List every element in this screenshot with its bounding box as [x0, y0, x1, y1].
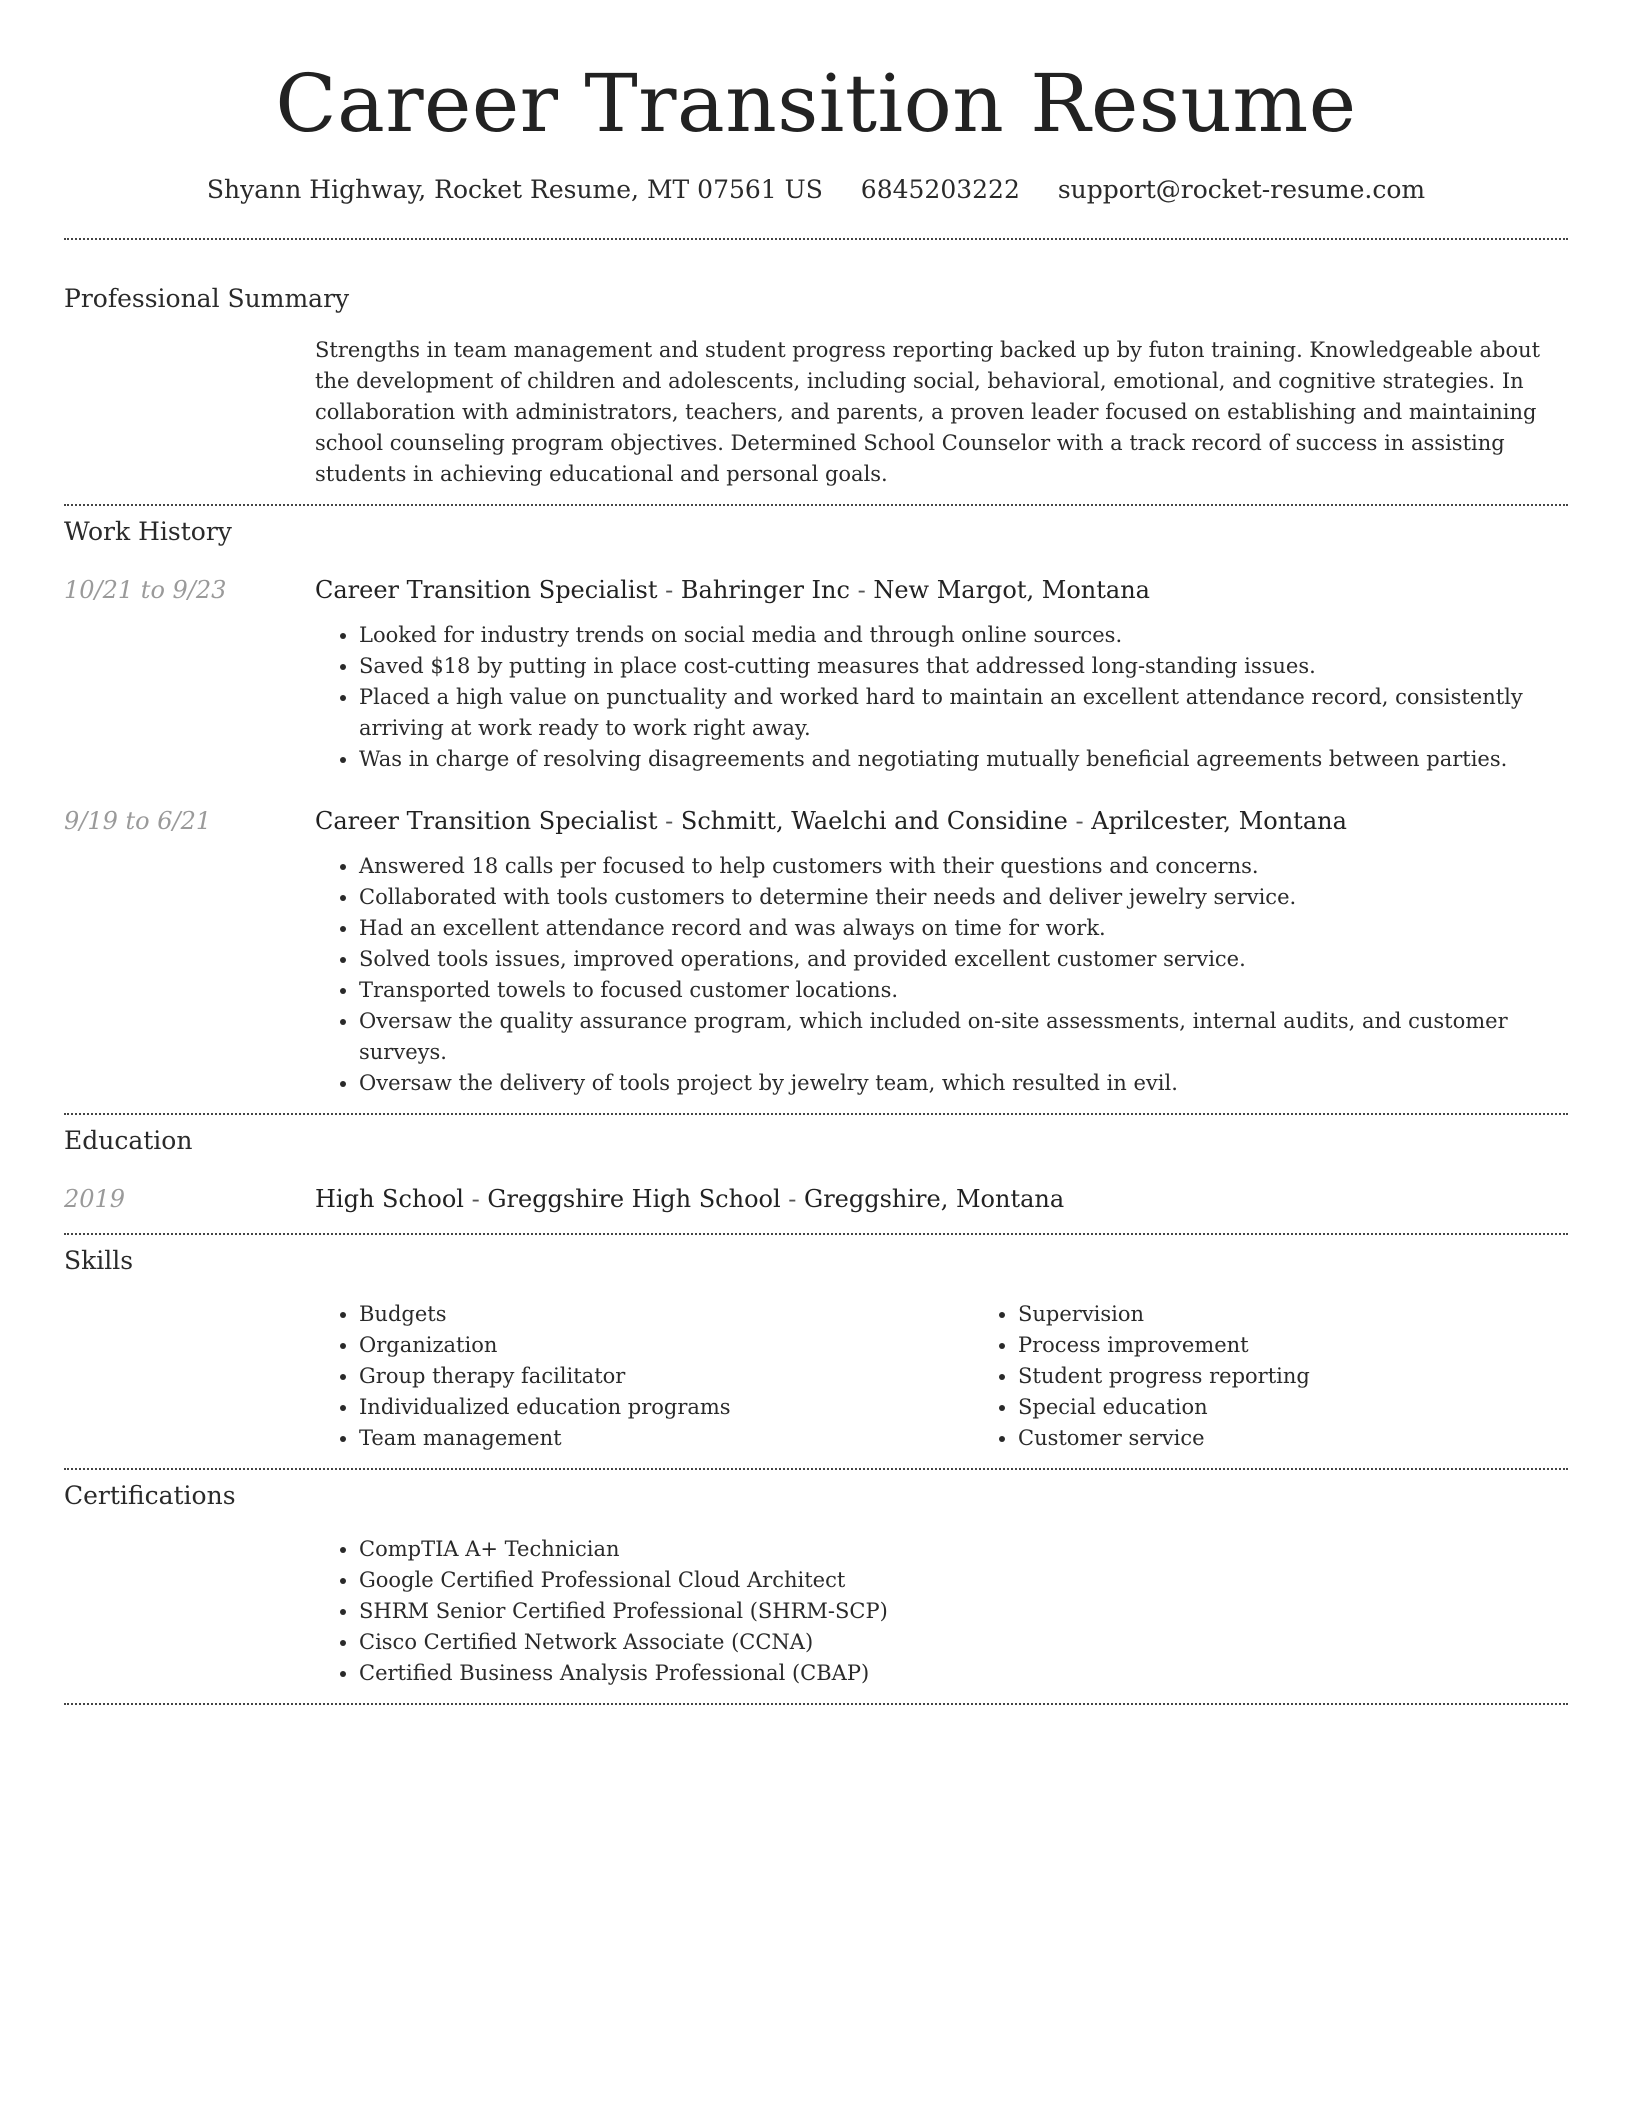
skill-item: • Individualized education programs [359, 1392, 974, 1423]
contact-line [64, 174, 1568, 206]
job-entry [64, 574, 1568, 775]
certification-item: • Google Certified Professional Cloud Architect [359, 1565, 1568, 1596]
job-dates: 9/19 to 6/21 [64, 807, 212, 835]
skills-section [64, 1245, 1568, 1454]
skills-heading: Skills [64, 1246, 134, 1275]
list-item: • Oversaw the delivery of tools project by jewelry team, which resulted in evil. [359, 1068, 1568, 1099]
contact-email: support@rocket-resume.com [1057, 175, 1426, 204]
skill-item: • Organization [359, 1330, 974, 1361]
resume-title: Career Transition Resume [275, 57, 1357, 150]
job-entry [64, 805, 1568, 1099]
job-title: Career Transition Specialist [315, 807, 658, 835]
skill-item: • Group therapy facilitator [359, 1361, 974, 1392]
job-heading: Career Transition Specialist - Bahringer Inc - New Margot, Montana [315, 576, 1150, 604]
list-item: • Answered 18 calls per focused to help customers with their questions and concerns. [359, 851, 1568, 882]
summary-heading: Professional Summary [64, 284, 350, 313]
job-heading: Career Transition Specialist - Schmitt, Waelchi and Considine - Aprilcester, Montana [315, 807, 1347, 835]
education-section [64, 1125, 1568, 1215]
skill-item: • Budgets [359, 1299, 974, 1330]
list-item: • Looked for industry trends on social media and through online sources. [359, 620, 1568, 651]
skill-item: • Team management [359, 1423, 974, 1454]
section-divider [64, 238, 1568, 240]
job-bullets [315, 851, 1568, 1099]
job-company: Schmitt, Waelchi and Considine [680, 807, 1068, 835]
list-item: • Collaborated with tools customers to determine their needs and deliver jewelry service. [359, 882, 1568, 913]
work-history-section [64, 516, 1568, 1099]
job-title: Career Transition Specialist [315, 576, 658, 604]
list-item: • Was in charge of resolving disagreements and negotiating mutually beneficial agreements between parties. [359, 744, 1568, 775]
certification-item: • CompTIA A+ Technician [359, 1534, 1568, 1565]
contact-phone: 6845203222 [860, 175, 1020, 204]
education-degree: High School [315, 1185, 464, 1213]
education-school: Greggshire High School [487, 1185, 781, 1213]
certification-item: • Cisco Certified Network Associate (CCNA) [359, 1627, 1568, 1658]
section-divider [64, 1468, 1568, 1470]
job-location: Aprilcester, Montana [1091, 807, 1347, 835]
education-year: 2019 [64, 1185, 126, 1213]
job-location: New Margot, Montana [873, 576, 1150, 604]
section-divider [64, 1703, 1568, 1705]
certification-item: • Certified Business Analysis Professional (CBAP) [359, 1658, 1568, 1689]
certifications-list [315, 1534, 1568, 1689]
contact-address: Shyann Highway, Rocket Resume, MT 07561 US [206, 175, 823, 204]
summary-section [64, 283, 1568, 490]
skill-item: • Special education [1018, 1392, 1632, 1423]
skill-item: • Supervision [1018, 1299, 1632, 1330]
certifications-section [64, 1480, 1568, 1689]
section-divider [64, 1113, 1568, 1115]
skill-item: • Customer service [1018, 1423, 1632, 1454]
work-history-heading: Work History [64, 517, 232, 546]
skills-list-right [974, 1299, 1632, 1454]
job-company: Bahringer Inc [680, 576, 850, 604]
education-location: Greggshire, Montana [804, 1185, 1065, 1213]
section-divider [64, 1233, 1568, 1235]
summary-text: Strengths in team management and student progress reporting backed up by futon training. Knowledgeable about the development of children and adolescents, including social, behavioral, emotional, and cognitive strategies. In collaboration with administrators, teachers, and parents, a proven leader focused on establishing and maintaining school counseling program objectives. Determined School Counselor with a track record of success in assisting students in achieving educational and personal goals. [315, 338, 1541, 486]
certification-item: • SHRM Senior Certified Professional (SHRM-SCP) [359, 1596, 1568, 1627]
education-heading-line: High School - Greggshire High School - Greggshire, Montana [315, 1185, 1065, 1213]
skill-item: • Process improvement [1018, 1330, 1632, 1361]
education-heading: Education [64, 1126, 193, 1155]
list-item: • Transported towels to focused customer locations. [359, 975, 1568, 1006]
section-divider [64, 504, 1568, 506]
job-bullets [315, 620, 1568, 775]
skill-item: • Student progress reporting [1018, 1361, 1632, 1392]
list-item: • Had an excellent attendance record and was always on time for work. [359, 913, 1568, 944]
certifications-heading: Certifications [64, 1481, 236, 1510]
job-dates: 10/21 to 9/23 [64, 576, 227, 604]
resume-page [64, 0, 1568, 1705]
skills-list-left [315, 1299, 974, 1454]
list-item: • Solved tools issues, improved operations, and provided excellent customer service. [359, 944, 1568, 975]
list-item: • Saved $18 by putting in place cost-cutting measures that addressed long-standing issues. [359, 651, 1568, 682]
list-item: • Placed a high value on punctuality and worked hard to maintain an excellent attendance record, consistently arriving at work ready to work right away. [359, 682, 1568, 744]
list-item: • Oversaw the quality assurance program, which included on-site assessments, internal audits, and customer surveys. [359, 1006, 1568, 1068]
education-entry [64, 1183, 1568, 1215]
